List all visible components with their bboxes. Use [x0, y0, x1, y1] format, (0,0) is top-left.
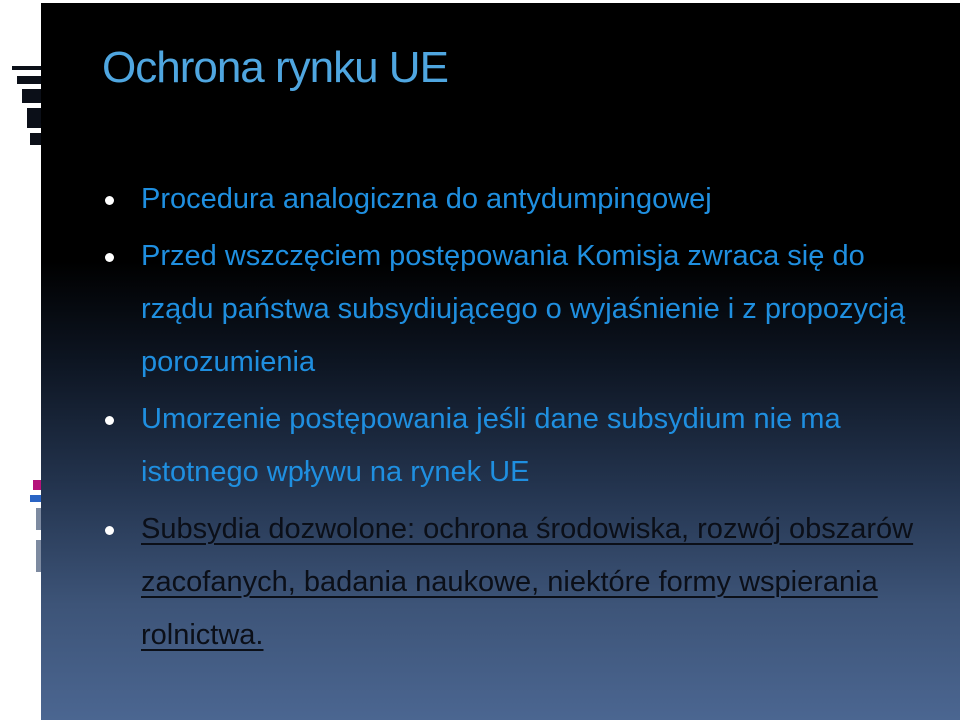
bullet-dot-icon	[105, 253, 114, 262]
bullet-dot-icon	[105, 416, 114, 425]
bullet-item	[99, 173, 929, 226]
top-deco-bar-5	[30, 133, 41, 145]
bullet-item	[99, 230, 929, 389]
bullet-dot-icon	[105, 526, 114, 535]
bullet-text-underlined: Subsydia dozwolone: ochrona środowiska, rozwój obszarów zacofanych, badania naukowe, niektóre formy wspierania rolnictwa.	[141, 513, 914, 651]
bullet-text: Umorzenie postępowania jeśli dane subsydium nie ma istotnego wpływu na rynek UE	[141, 403, 841, 488]
top-deco-bar-3	[22, 89, 41, 103]
bottom-deco-bar-magenta	[33, 480, 41, 490]
bullet-list	[99, 173, 929, 688]
slide	[41, 3, 960, 720]
top-deco-bar-1	[12, 66, 41, 70]
bullet-item	[99, 503, 929, 662]
bullet-dot-icon	[105, 196, 114, 205]
slide-title: Ochrona rynku UE	[102, 43, 448, 92]
top-deco-bar-4	[27, 108, 41, 128]
top-deco-bar-2	[17, 76, 41, 84]
bullet-text: Przed wszczęciem postępowania Komisja zwraca się do rządu państwa subsydiującego o wyjaśnienie i z propozycją porozumienia	[141, 240, 906, 378]
bullet-text: Procedura analogiczna do antydumpingowej	[141, 183, 712, 215]
bottom-deco-bar-blue	[30, 495, 41, 502]
bullet-item	[99, 393, 929, 499]
